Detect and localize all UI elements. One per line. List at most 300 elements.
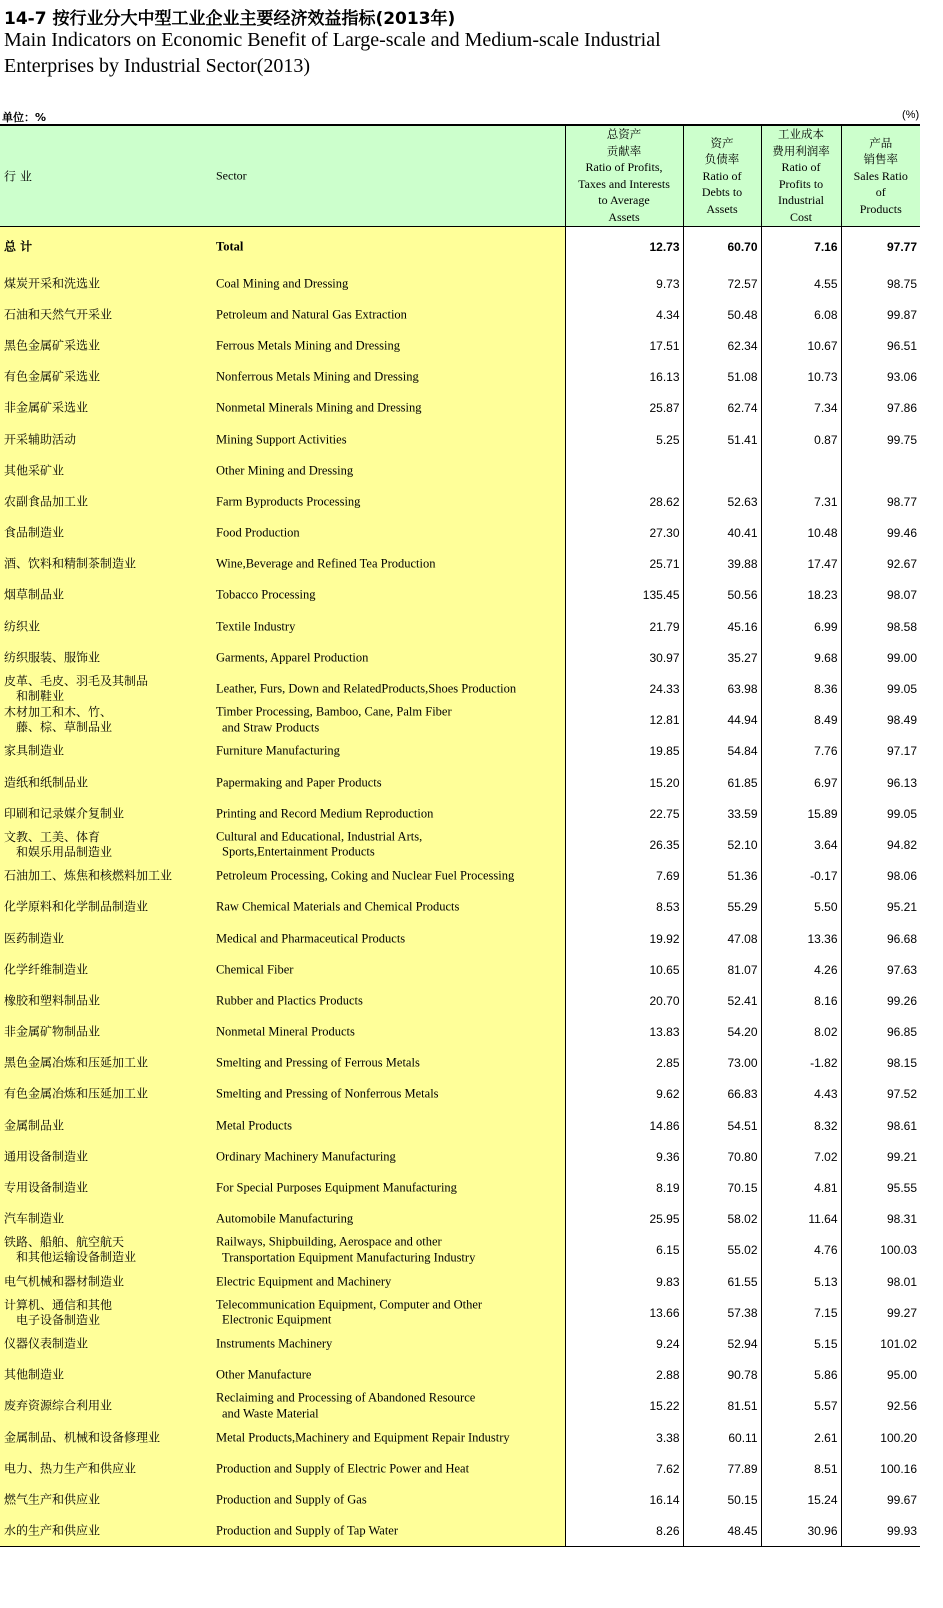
header-col-cost-profit-ratio	[761, 125, 841, 226]
debt-ratio-value: 72.57	[683, 268, 761, 299]
table-row	[0, 673, 920, 704]
sales-ratio-value: 98.31	[841, 1204, 920, 1235]
sector-name-en-line1: Ferrous Metals Mining and Dressing	[216, 338, 401, 353]
sector-name-en	[216, 1461, 469, 1477]
cost-profit-ratio-value: 9.68	[761, 642, 841, 673]
industry-name-zh	[4, 401, 88, 416]
sales-ratio-value: 96.51	[841, 330, 920, 361]
cost-profit-ratio-value: -1.82	[761, 1048, 841, 1079]
table-row	[0, 736, 920, 767]
total-assets-contribution-value: 12.81	[565, 705, 683, 736]
industry-name-zh-line1: 水的生产和供应业	[4, 1523, 101, 1538]
total-assets-contribution-value: 9.24	[565, 1328, 683, 1359]
sector-name-en	[216, 1235, 475, 1266]
industry-name-zh-line1: 农副食品加工业	[4, 494, 89, 509]
table-row	[0, 1422, 920, 1453]
header-c3-en1: Ratio of	[781, 160, 821, 175]
total-assets-contribution-value: 9.36	[565, 1141, 683, 1172]
industry-name-zh-line1: 医药制造业	[4, 931, 65, 946]
cost-profit-ratio-value: 13.36	[761, 923, 841, 954]
industry-name-zh	[4, 993, 100, 1008]
industry-name-zh-line1: 其他制造业	[4, 1367, 65, 1382]
sector-name-en-line1: Printing and Record Medium Reproduction	[216, 806, 434, 821]
total-assets-contribution-value: 13.66	[565, 1297, 683, 1328]
row-name-cell	[0, 923, 565, 954]
total-assets-contribution-value: 2.88	[565, 1360, 683, 1391]
sector-name-en	[216, 1336, 332, 1352]
debt-ratio-value: 48.45	[683, 1516, 761, 1547]
row-name-cell	[0, 705, 565, 736]
sales-ratio-value: 95.21	[841, 892, 920, 923]
header-c2-en2: Debts to	[701, 185, 743, 199]
total-assets-contribution-value: 16.14	[565, 1484, 683, 1515]
sector-name-en	[216, 619, 295, 635]
sector-name-en-line1: Smelting and Pressing of Ferrous Metals	[216, 1055, 420, 1070]
sector-name-en-line1: Ordinary Machinery Manufacturing	[216, 1149, 396, 1164]
total-assets-contribution-value: 7.62	[565, 1453, 683, 1484]
industry-name-zh	[4, 588, 64, 603]
industry-name-zh	[4, 1430, 160, 1445]
industry-name-zh-line1: 通用设备制造业	[4, 1149, 89, 1164]
sector-name-en-line1: Tobacco Processing	[216, 587, 316, 602]
sector-name-en	[216, 829, 422, 860]
cost-profit-ratio-value: 7.31	[761, 486, 841, 517]
sector-name-en	[216, 900, 459, 916]
table-title-en-line1: Main Indicators on Economic Benefit of Large-scale and Medium-scale Industrial	[4, 29, 661, 51]
debt-ratio-value: 73.00	[683, 1048, 761, 1079]
industry-name-zh-line1: 石油加工、炼焦和核燃料加工业	[4, 868, 173, 883]
total-assets-contribution-value: 8.19	[565, 1172, 683, 1203]
total-assets-contribution-value: 7.69	[565, 861, 683, 892]
industry-name-zh	[4, 1235, 136, 1265]
sales-ratio-value: 99.75	[841, 424, 920, 455]
table-row	[0, 1360, 920, 1391]
industry-name-zh-line1: 废弃资源综合利用业	[4, 1398, 113, 1413]
row-name-cell	[0, 424, 565, 455]
table-row	[0, 393, 920, 424]
debt-ratio-value: 40.41	[683, 518, 761, 549]
industry-name-zh-line1: 家具制造业	[4, 743, 65, 758]
sector-name-en	[216, 1118, 292, 1134]
row-name-cell	[0, 1017, 565, 1048]
sector-name-en-line1: Production and Supply of Tap Water	[216, 1523, 399, 1538]
industry-name-zh-line2: 和娱乐用品制造业	[16, 844, 113, 859]
total-assets-contribution-value: 16.13	[565, 362, 683, 393]
debt-ratio-value: 62.74	[683, 393, 761, 424]
total-assets-contribution-value	[565, 455, 683, 486]
sector-name-en-line1: Timber Processing, Bamboo, Cane, Palm Fiber	[216, 704, 452, 719]
sales-ratio-value: 97.86	[841, 393, 920, 424]
industry-name-zh	[4, 338, 100, 353]
table-row	[0, 1110, 920, 1141]
cost-profit-ratio-value: 4.76	[761, 1235, 841, 1266]
cost-profit-ratio-value: 3.64	[761, 829, 841, 860]
industry-name-zh-line1: 黑色金属矿采选业	[4, 338, 101, 353]
debt-ratio-value: 61.85	[683, 767, 761, 798]
table-row	[0, 268, 920, 299]
debt-ratio-value: 44.94	[683, 705, 761, 736]
sector-name-en	[216, 1391, 475, 1422]
sector-name-en-line1: Food Production	[216, 525, 300, 540]
table-row	[0, 798, 920, 829]
sales-ratio-value: 97.17	[841, 736, 920, 767]
total-assets-contribution-value: 15.22	[565, 1391, 683, 1422]
table-row	[0, 1453, 920, 1484]
debt-ratio-value: 81.51	[683, 1391, 761, 1422]
sector-name-en-line1: Nonmetal Mineral Products	[216, 1024, 355, 1039]
sector-name-en	[216, 338, 400, 354]
industry-name-zh-line1: 铁路、船舶、航空航天	[4, 1235, 125, 1250]
table-row	[0, 1204, 920, 1235]
sector-name-en	[216, 1367, 311, 1383]
row-name-cell	[0, 362, 565, 393]
industry-name-zh-line1: 金属制品、机械和设备修理业	[4, 1430, 161, 1445]
total-assets-contribution-value: 25.71	[565, 549, 683, 580]
debt-ratio-value: 52.63	[683, 486, 761, 517]
industry-name-zh-line1: 橡胶和塑料制品业	[4, 993, 101, 1008]
header-c3-zh2: 费用利润率	[772, 143, 830, 158]
cost-profit-ratio-value: 0.87	[761, 424, 841, 455]
row-name-cell	[0, 580, 565, 611]
industry-name-zh	[4, 830, 112, 860]
row-name-cell	[0, 1235, 565, 1266]
sector-name-en	[216, 1211, 353, 1227]
industry-name-zh-line1: 有色金属冶炼和压延加工业	[4, 1086, 149, 1101]
sales-ratio-value: 98.61	[841, 1110, 920, 1141]
sector-name-en	[216, 1492, 367, 1508]
industry-name-zh	[4, 432, 76, 447]
sector-name-en-line1: Cultural and Educational, Industrial Arts,	[216, 829, 423, 844]
sector-name-en-line1: For Special Purposes Equipment Manufacturing	[216, 1180, 457, 1195]
debt-ratio-value: 55.29	[683, 892, 761, 923]
industry-name-zh	[4, 1461, 136, 1476]
sector-name-en-line1: Telecommunication Equipment, Computer and Other	[216, 1297, 483, 1312]
sales-ratio-value: 98.58	[841, 611, 920, 642]
sector-name-en	[216, 432, 347, 448]
sector-name-en-line1: Garments, Apparel Production	[216, 650, 369, 665]
debt-ratio-value: 55.02	[683, 1235, 761, 1266]
total-assets-contribution-value: 22.75	[565, 798, 683, 829]
debt-ratio-value: 39.88	[683, 549, 761, 580]
cost-profit-ratio-value: 8.49	[761, 705, 841, 736]
row-name-cell	[0, 226, 565, 268]
debt-ratio-value: 61.55	[683, 1266, 761, 1297]
sector-name-en	[216, 650, 368, 666]
sector-name-en-line1: Petroleum Processing, Coking and Nuclear Fuel Processing	[216, 868, 515, 883]
industry-name-zh	[4, 463, 64, 478]
row-name-cell	[0, 1453, 565, 1484]
sector-name-en	[216, 1056, 420, 1072]
row-name-cell	[0, 1204, 565, 1235]
total-assets-contribution-value: 2.85	[565, 1048, 683, 1079]
header-c2-en1: Ratio of	[702, 168, 742, 183]
table-row	[0, 330, 920, 361]
industry-name-zh-line1: 仪器仪表制造业	[4, 1336, 89, 1351]
row-name-cell	[0, 1048, 565, 1079]
header-c4-en1: Sales Ratio	[853, 168, 908, 183]
row-name-cell	[0, 985, 565, 1016]
row-name-cell	[0, 1328, 565, 1359]
sales-ratio-value: 95.55	[841, 1172, 920, 1203]
sales-ratio-value: 99.93	[841, 1516, 920, 1547]
cost-profit-ratio-value: 30.96	[761, 1516, 841, 1547]
row-name-cell	[0, 861, 565, 892]
table-row	[0, 985, 920, 1016]
sales-ratio-value: 99.00	[841, 642, 920, 673]
sector-name-en	[216, 993, 363, 1009]
table-row	[0, 767, 920, 798]
industry-name-zh-line1: 化学纤维制造业	[4, 962, 89, 977]
row-name-cell	[0, 1391, 565, 1422]
total-assets-contribution-value: 5.25	[565, 424, 683, 455]
debt-ratio-value: 81.07	[683, 954, 761, 985]
industry-name-zh-line2: 和制鞋业	[16, 689, 65, 704]
sector-name-en-line1: Medical and Pharmaceutical Products	[216, 930, 406, 945]
industry-name-zh-line1: 木材加工和木、竹、	[4, 705, 113, 720]
total-assets-contribution-value: 15.20	[565, 767, 683, 798]
table-row	[0, 1328, 920, 1359]
header-c4-zh2: 销售率	[863, 152, 898, 166]
sector-name-en-line1: Coal Mining and Dressing	[216, 275, 349, 290]
cost-profit-ratio-value: 7.02	[761, 1141, 841, 1172]
table-row	[0, 892, 920, 923]
industry-name-zh	[4, 931, 64, 946]
total-assets-contribution-value: 9.62	[565, 1079, 683, 1110]
header-col-sales-ratio	[841, 125, 920, 226]
debt-ratio-value: 51.08	[683, 362, 761, 393]
table-row	[0, 1048, 920, 1079]
cost-profit-ratio-value: -0.17	[761, 861, 841, 892]
unit-label-zh: 单位：%	[2, 111, 47, 124]
sector-name-en	[216, 931, 405, 947]
table-row	[0, 705, 920, 736]
debt-ratio-value: 66.83	[683, 1079, 761, 1110]
cost-profit-ratio-value: 4.55	[761, 268, 841, 299]
total-assets-contribution-value: 24.33	[565, 673, 683, 704]
sector-name-en	[216, 705, 452, 736]
sector-name-en-line1: Chemical Fiber	[216, 961, 294, 976]
sales-ratio-value: 99.21	[841, 1141, 920, 1172]
sales-ratio-value: 99.46	[841, 518, 920, 549]
industry-name-zh	[4, 962, 88, 977]
header-c2-zh1: 资产	[710, 135, 734, 150]
total-assets-contribution-value: 6.15	[565, 1235, 683, 1266]
sector-name-en-line1: Textile Industry	[216, 618, 296, 633]
sales-ratio-value: 96.13	[841, 767, 920, 798]
industry-name-zh	[4, 744, 64, 759]
cost-profit-ratio-value: 10.48	[761, 518, 841, 549]
total-assets-contribution-value: 20.70	[565, 985, 683, 1016]
total-assets-contribution-value: 25.95	[565, 1204, 683, 1235]
total-assets-contribution-value: 17.51	[565, 330, 683, 361]
sector-name-en-line1: Production and Supply of Electric Power and Heat	[216, 1460, 470, 1475]
total-assets-contribution-value: 3.38	[565, 1422, 683, 1453]
sector-name-en-line1: Leather, Furs, Down and RelatedProducts,Shoes Production	[216, 681, 517, 696]
industry-name-zh-line1: 金属制品业	[4, 1118, 65, 1133]
industry-name-zh-line1: 总 计	[4, 239, 33, 254]
industry-name-zh-line1: 文教、工美、体育	[4, 829, 101, 844]
sales-ratio-value: 99.87	[841, 299, 920, 330]
cost-profit-ratio-value: 8.32	[761, 1110, 841, 1141]
row-name-cell	[0, 954, 565, 985]
sales-ratio-value: 97.77	[841, 226, 920, 268]
sales-ratio-value: 98.15	[841, 1048, 920, 1079]
cost-profit-ratio-value: 6.97	[761, 767, 841, 798]
industry-name-zh	[4, 619, 40, 634]
sector-name-en	[216, 1024, 355, 1040]
sector-name-en-line1: Metal Products,Machinery and Equipment Repair Industry	[216, 1429, 510, 1444]
sales-ratio-value: 96.68	[841, 923, 920, 954]
total-assets-contribution-value: 9.83	[565, 1266, 683, 1297]
cost-profit-ratio-value: 7.15	[761, 1297, 841, 1328]
header-industry-sector	[0, 125, 565, 226]
sector-name-en-line1: Electric Equipment and Machinery	[216, 1273, 392, 1288]
sector-name-en	[216, 868, 514, 884]
cost-profit-ratio-value	[761, 455, 841, 486]
total-assets-contribution-value: 8.53	[565, 892, 683, 923]
header-c1-en1: Ratio of Profits,	[585, 160, 663, 175]
total-assets-contribution-value: 19.85	[565, 736, 683, 767]
industry-name-zh-line1: 黑色金属冶炼和压延加工业	[4, 1055, 149, 1070]
table-row	[0, 1516, 920, 1547]
debt-ratio-value: 57.38	[683, 1297, 761, 1328]
row-name-cell	[0, 798, 565, 829]
debt-ratio-value: 50.56	[683, 580, 761, 611]
debt-ratio-value: 47.08	[683, 923, 761, 954]
header-c4-en3: Products	[859, 201, 902, 216]
row-name-cell	[0, 1172, 565, 1203]
industry-name-zh	[4, 705, 112, 735]
header-c2-en3: Assets	[706, 201, 738, 216]
total-assets-contribution-value: 10.65	[565, 954, 683, 985]
row-name-cell	[0, 611, 565, 642]
sector-name-en	[216, 1149, 396, 1165]
sector-name-en	[216, 525, 300, 541]
table-row	[0, 1391, 920, 1422]
sector-name-en	[216, 775, 382, 791]
sector-name-en-line1: Instruments Machinery	[216, 1336, 333, 1351]
debt-ratio-value: 54.84	[683, 736, 761, 767]
header-c3-zh1: 工业成本	[778, 127, 824, 142]
header-c1-zh1: 总资产	[606, 127, 642, 142]
sector-name-en	[216, 588, 315, 604]
industry-name-zh-line1: 纺织服装、服饰业	[4, 650, 101, 665]
industry-name-zh-line1: 石油和天然气开采业	[4, 307, 113, 322]
cost-profit-ratio-value: 8.16	[761, 985, 841, 1016]
industry-name-zh-line1: 有色金属矿采选业	[4, 369, 101, 384]
sector-name-en	[216, 1180, 457, 1196]
table-row	[0, 611, 920, 642]
industry-name-zh	[4, 869, 172, 884]
sales-ratio-value: 100.20	[841, 1422, 920, 1453]
row-name-cell	[0, 642, 565, 673]
cost-profit-ratio-value: 5.86	[761, 1360, 841, 1391]
debt-ratio-value: 60.11	[683, 1422, 761, 1453]
industry-name-zh-line1: 烟草制品业	[4, 587, 65, 602]
sales-ratio-value: 98.07	[841, 580, 920, 611]
sector-name-en-line2: Transportation Equipment Manufacturing Industry	[222, 1250, 476, 1265]
sales-ratio-value: 92.67	[841, 549, 920, 580]
industry-name-zh	[4, 494, 88, 509]
industry-name-zh-line1: 非金属矿采选业	[4, 400, 89, 415]
sales-ratio-value: 92.56	[841, 1391, 920, 1422]
industry-name-zh	[4, 650, 100, 665]
unit-label-percent: (%)	[902, 109, 920, 121]
cost-profit-ratio-value: 7.34	[761, 393, 841, 424]
industry-name-zh-line1: 其他采矿业	[4, 463, 65, 478]
table-row	[0, 1079, 920, 1110]
sector-name-en	[216, 1087, 439, 1103]
sector-name-en	[216, 1297, 482, 1328]
sector-name-en-line1: Wine,Beverage and Refined Tea Production	[216, 556, 436, 571]
sector-name-en-line2: Sports,Entertainment Products	[222, 844, 375, 859]
industry-name-zh-line1: 纺织业	[4, 619, 41, 634]
sector-name-en-line1: Other Manufacture	[216, 1367, 312, 1382]
row-name-cell	[0, 736, 565, 767]
sales-ratio-value: 94.82	[841, 829, 920, 860]
sector-name-en-line1: Petroleum and Natural Gas Extraction	[216, 307, 407, 322]
sector-name-en-line1: Reclaiming and Processing of Abandoned Resource	[216, 1390, 476, 1405]
cost-profit-ratio-value: 8.02	[761, 1017, 841, 1048]
table-row	[0, 1141, 920, 1172]
debt-ratio-value: 70.15	[683, 1172, 761, 1203]
sales-ratio-value: 98.75	[841, 268, 920, 299]
industry-name-zh-line2: 电子设备制造业	[16, 1312, 101, 1327]
debt-ratio-value: 60.70	[683, 226, 761, 268]
sales-ratio-value	[841, 455, 920, 486]
industry-name-zh	[4, 1087, 148, 1102]
sector-name-en-line1: Smelting and Pressing of Nonferrous Metals	[216, 1086, 439, 1101]
table-row	[0, 829, 920, 860]
header-c3-en4: Cost	[789, 209, 812, 224]
sales-ratio-value: 101.02	[841, 1328, 920, 1359]
total-assets-contribution-value: 28.62	[565, 486, 683, 517]
total-assets-contribution-value: 14.86	[565, 1110, 683, 1141]
cost-profit-ratio-value: 10.67	[761, 330, 841, 361]
row-name-cell	[0, 299, 565, 330]
sector-name-en-line1: Other Mining and Dressing	[216, 462, 354, 477]
total-assets-contribution-value: 26.35	[565, 829, 683, 860]
industry-name-zh	[4, 806, 124, 821]
industry-name-zh-line1: 计算机、通信和其他	[4, 1297, 113, 1312]
header-c3-en3: Industrial	[778, 193, 824, 208]
industry-name-zh-line1: 电力、热力生产和供应业	[4, 1461, 137, 1476]
sector-name-en	[216, 463, 353, 479]
sector-name-en-line1: Railways, Shipbuilding, Aerospace and other	[216, 1234, 442, 1249]
row-name-cell	[0, 455, 565, 486]
sector-name-en-line1: Papermaking and Paper Products	[216, 774, 382, 789]
cost-profit-ratio-value: 4.81	[761, 1172, 841, 1203]
table-title-en-line2: Enterprises by Industrial Sector(2013)	[4, 55, 311, 77]
header-row	[0, 125, 920, 226]
cost-profit-ratio-value: 17.47	[761, 549, 841, 580]
sector-name-en	[216, 307, 407, 323]
table-row	[0, 549, 920, 580]
debt-ratio-value: 58.02	[683, 1204, 761, 1235]
row-name-cell	[0, 393, 565, 424]
industry-name-zh-line1: 汽车制造业	[4, 1211, 65, 1226]
debt-ratio-value: 52.10	[683, 829, 761, 860]
total-assets-contribution-value: 13.83	[565, 1017, 683, 1048]
sector-name-en-line1: Mining Support Activities	[216, 431, 347, 446]
sales-ratio-value: 99.67	[841, 1484, 920, 1515]
industry-name-zh	[4, 1336, 88, 1351]
sales-ratio-value: 98.06	[841, 861, 920, 892]
row-name-cell	[0, 486, 565, 517]
table-row	[0, 424, 920, 455]
debt-ratio-value: 50.48	[683, 299, 761, 330]
industry-name-zh	[4, 1056, 148, 1071]
